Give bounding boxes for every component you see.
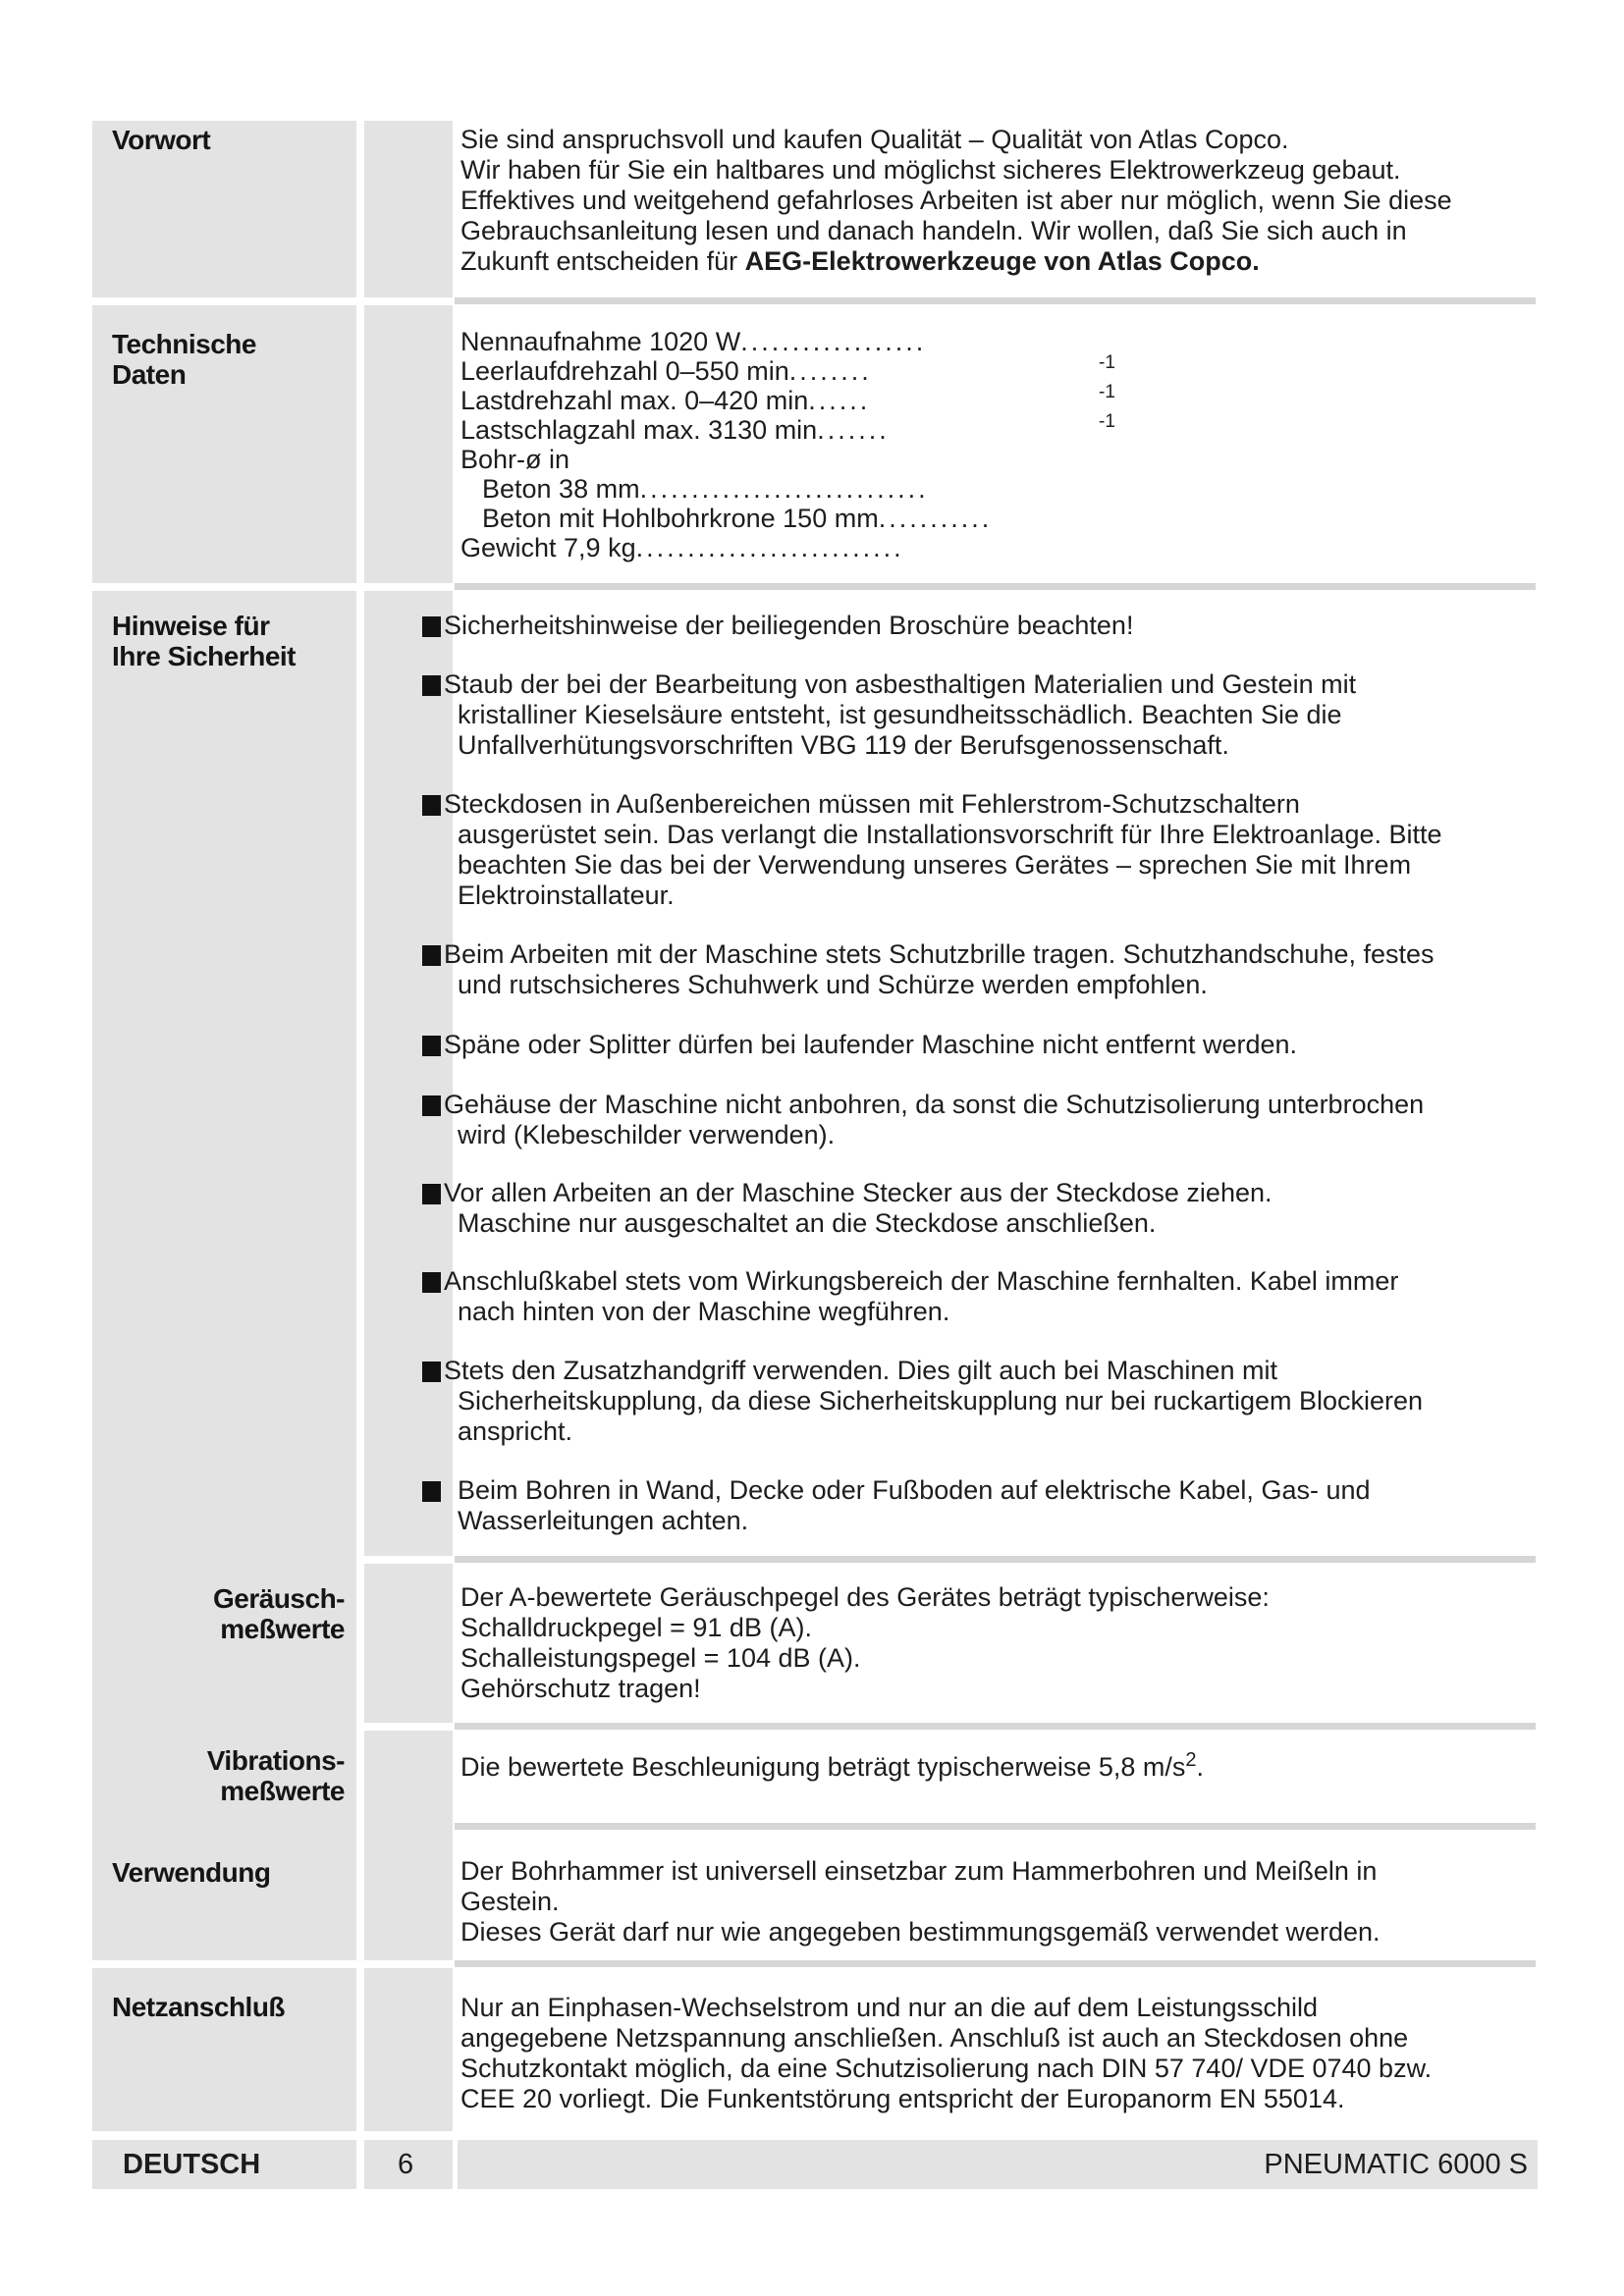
spec-dots: .......................... — [635, 533, 904, 562]
bullet-continuation: beachten Sie das bei der Verwendung unseres Gerätes – sprechen Sie mit Ihrem — [458, 850, 1412, 880]
spec-row — [460, 533, 1541, 562]
spec-row — [460, 445, 1541, 474]
bullet-continuation: und rutschsicheres Schuhwerk und Schürze werden empfohlen. — [458, 970, 1208, 999]
vorwort-narrow-box — [364, 121, 453, 297]
bullet-text: Gehäuse der Maschine nicht anbohren, da sonst die Schutzisolierung unterbrochen — [444, 1090, 1425, 1119]
label-line: Technische — [112, 329, 256, 359]
verwendung-line: Gestein. — [460, 1887, 560, 1916]
spec-row — [460, 474, 1541, 504]
spec-dots: ............................ — [639, 474, 929, 504]
netzanschluss-line: angegebene Netzspannung anschließen. Anschluß ist auch an Steckdosen ohne — [460, 2023, 1409, 2053]
bullet-text: Vor allen Arbeiten an der Maschine Stecker aus der Steckdose ziehen. — [444, 1178, 1272, 1207]
page-number: 6 — [398, 2149, 414, 2180]
bullet-continuation: Sicherheitskupplung, da diese Sicherheitskupplung nur bei ruckartigem Blockieren — [458, 1386, 1424, 1415]
vorwort-text — [460, 125, 1560, 277]
spec-dots: ....... — [817, 415, 890, 445]
sicherheit-label-box — [92, 591, 356, 1556]
spec-exponent: -1 — [1099, 352, 1115, 373]
brand-highlight: AEG-Elektrowerkzeuge von Atlas Copco. — [744, 246, 1260, 276]
spec-text: Lastdrehzahl max. 0–420 min — [460, 386, 809, 415]
vorwort-label-box — [92, 121, 356, 297]
spec-text: Gewicht 7,9 kg — [460, 533, 636, 562]
vorwort-line: Wir haben für Sie ein haltbares und möglichst sicheres Elektrowerkzeug gebaut. — [460, 155, 1401, 185]
bullet-text: Anschlußkabel stets vom Wirkungsbereich der Maschine fernhalten. Kabel immer — [444, 1266, 1399, 1296]
bullet-square-icon — [422, 616, 441, 637]
bullet-continuation: Unfallverhütungsvorschriften VBG 119 der Berufsgenossenschaft. — [458, 730, 1229, 760]
spec-row — [460, 327, 1541, 356]
bullet-text: Stets den Zusatzhandgriff verwenden. Dies gilt auch bei Maschinen mit — [444, 1356, 1277, 1385]
bullet-body — [420, 1356, 1559, 1447]
bullet-square-icon — [422, 945, 441, 966]
bullet-continuation: kristalliner Kieselsäure entsteht, ist gesundheitsschädlich. Beachten Sie die — [458, 700, 1342, 729]
label-line: Hinweise für — [112, 611, 270, 641]
section-divider — [455, 1960, 1536, 1967]
vibration-label — [207, 1745, 345, 1806]
bullet-text: Staub der bei der Bearbeitung von asbesthaltigen Materialien und Gestein mit — [444, 669, 1357, 699]
geraeusch-line: Der A-bewertete Geräuschpegel des Gerätes beträgt typischerweise: — [460, 1582, 1270, 1612]
safety-bullet — [420, 669, 1559, 761]
bullet-text: Späne oder Splitter dürfen bei laufender Maschine nicht entfernt werden. — [444, 1030, 1298, 1059]
vorwort-line — [460, 246, 1560, 277]
spec-text: Lastschlagzahl max. 3130 min — [460, 415, 818, 445]
vibration-line — [460, 1745, 1541, 1783]
vibration-suffix: . — [1196, 1752, 1205, 1782]
spec-text: Leerlaufdrehzahl 0–550 min — [460, 356, 789, 386]
bullet-square-icon — [422, 1184, 441, 1204]
section-divider — [455, 297, 1536, 304]
geraeusch-text — [460, 1582, 1541, 1704]
bullet-text: Sicherheitshinweise der beiliegenden Broschüre beachten! — [444, 611, 1134, 640]
safety-bullet — [420, 1030, 1559, 1060]
spec-text: Beton 38 mm — [482, 474, 640, 504]
safety-bullet — [420, 611, 1559, 641]
label-line: meßwerte — [220, 1776, 345, 1806]
bullet-continuation: Elektroinstallateur. — [458, 881, 675, 910]
spec-row — [460, 504, 1541, 533]
spec-dots: ........... — [878, 504, 993, 533]
bullet-body — [420, 789, 1559, 911]
bullet-text: Steckdosen in Außenbereichen müssen mit Fehlerstrom-Schutzschaltern — [444, 789, 1300, 819]
technische-daten-label-box — [92, 305, 356, 583]
bullet-body — [420, 939, 1559, 1000]
bullet-square-icon — [422, 795, 441, 816]
vibration-narrow-box — [364, 1731, 453, 1831]
section-divider — [455, 1723, 1536, 1730]
vorwort-line: Sie sind anspruchsvoll und kaufen Qualität – Qualität von Atlas Copco. — [460, 125, 1289, 154]
safety-bullet — [420, 939, 1559, 1000]
verwendung-narrow-box — [364, 1831, 453, 1960]
netzanschluss-line: Nur an Einphasen-Wechselstrom und nur an die auf dem Leistungsschild — [460, 1993, 1318, 2022]
bullet-square-icon — [422, 1036, 441, 1056]
spec-text: Beton mit Hohlbohrkrone 150 mm — [482, 504, 879, 533]
bullet-continuation: Maschine nur ausgeschaltet an die Steckdose anschließen. — [458, 1208, 1157, 1238]
footer-language: DEUTSCH — [123, 2149, 261, 2180]
bullet-continuation: nach hinten von der Maschine wegführen. — [458, 1297, 950, 1326]
safety-bullet — [420, 1266, 1559, 1327]
spec-text: Nennaufnahme 1020 W — [460, 327, 741, 356]
bullet-body — [420, 669, 1559, 761]
bullet-continuation: Wasserleitungen achten. — [458, 1506, 749, 1535]
spec-dots: ........ — [788, 356, 872, 386]
spec-text: Bohr-ø in — [460, 445, 570, 474]
sicherheit-label — [112, 611, 296, 671]
bullet-body — [420, 1090, 1559, 1150]
netzanschluss-line: Schutzkontakt möglich, da eine Schutzisolierung nach DIN 57 740/ VDE 0740 bzw. — [460, 2054, 1433, 2083]
verwendung-label-box — [92, 1831, 356, 1960]
safety-bullet — [420, 1178, 1559, 1239]
bullet-continuation: ausgerüstet sein. Das verlangt die Installationsvorschrift für Ihre Elektroanlage. Bitte — [458, 820, 1442, 849]
vorwort-line: Gebrauchsanleitung lesen und danach handeln. Wir wollen, daß Sie sich auch in — [460, 216, 1407, 245]
section-divider — [455, 1556, 1536, 1563]
footer-language-box — [92, 2140, 356, 2189]
geraeusch-line: Gehörschutz tragen! — [460, 1674, 701, 1703]
vibration-label-box — [92, 1723, 356, 1831]
bullet-continuation: wird (Klebeschilder verwenden). — [458, 1120, 836, 1149]
vibration-value: Die bewertete Beschleunigung beträgt typischerweise 5,8 m/s — [460, 1752, 1186, 1782]
spec-dots: .................. — [740, 327, 927, 356]
bullet-square-icon — [422, 675, 441, 696]
bullet-square-icon — [422, 1272, 441, 1293]
spec-list — [460, 327, 1541, 562]
footer-model: PNEUMATIC 6000 S — [1264, 2149, 1528, 2180]
label-line: Daten — [112, 359, 187, 390]
section-divider — [455, 1823, 1536, 1830]
spec-row — [460, 411, 1541, 445]
bullet-body — [420, 1475, 1559, 1536]
spec-row — [460, 352, 1541, 386]
geraeusch-narrow-box — [364, 1564, 453, 1723]
verwendung-text — [460, 1856, 1541, 1948]
label-line: Vibrations- — [206, 1745, 345, 1776]
label-line: meßwerte — [220, 1614, 345, 1644]
bullet-text: Beim Bohren in Wand, Decke oder Fußboden auf elektrische Kabel, Gas- und — [458, 1475, 1371, 1505]
geraeusch-label-box — [92, 1556, 356, 1723]
geraeusch-label — [213, 1583, 345, 1644]
footer-model-box — [458, 2140, 1538, 2189]
technische-daten-label — [112, 329, 256, 390]
section-divider — [455, 583, 1536, 590]
netzanschluss-line: CEE 20 vorliegt. Die Funkentstörung entspricht der Europanorm EN 55014. — [460, 2084, 1345, 2113]
spec-exponent: -1 — [1099, 382, 1115, 402]
spec-dots: ...... — [808, 386, 871, 415]
netzanschluss-label: Netzanschluß — [112, 1992, 286, 2022]
vibration-exponent: 2 — [1185, 1749, 1197, 1771]
vibration-text — [460, 1745, 1541, 1783]
bullet-body — [420, 1266, 1559, 1327]
safety-bullet — [420, 789, 1559, 911]
verwendung-label: Verwendung — [112, 1857, 271, 1888]
spec-exponent: -1 — [1099, 411, 1115, 432]
vorwort-line: Effektives und weitgehend gefahrloses Arbeiten ist aber nur möglich, wenn Sie diese — [460, 186, 1452, 215]
technische-daten-narrow-box — [364, 305, 453, 583]
bullet-square-icon — [422, 1481, 441, 1502]
vorwort-line-prefix: Zukunft entscheiden für — [460, 246, 745, 276]
label-line: Geräusch- — [213, 1583, 345, 1614]
bullet-square-icon — [422, 1095, 441, 1116]
geraeusch-line: Schalleistungspegel = 104 dB (A). — [460, 1643, 861, 1673]
vorwort-label: Vorwort — [112, 125, 211, 155]
safety-bullet — [420, 1356, 1559, 1447]
bullet-text: Beim Arbeiten mit der Maschine stets Schutzbrille tragen. Schutzhandschuhe, festes — [444, 939, 1435, 969]
safety-bullet — [420, 1090, 1559, 1150]
geraeusch-line: Schalldruckpegel = 91 dB (A). — [460, 1613, 812, 1642]
netzanschluss-text — [460, 1993, 1550, 2114]
verwendung-line: Dieses Gerät darf nur wie angegeben bestimmungsgemäß verwendet werden. — [460, 1917, 1380, 1947]
spec-row — [460, 382, 1541, 415]
bullet-square-icon — [422, 1362, 441, 1382]
label-line: Ihre Sicherheit — [112, 641, 297, 671]
netzanschluss-label-box — [92, 1968, 356, 2131]
verwendung-line: Der Bohrhammer ist universell einsetzbar zum Hammerbohren und Meißeln in — [460, 1856, 1378, 1886]
footer-page-box — [364, 2140, 453, 2189]
netzanschluss-narrow-box — [364, 1968, 453, 2131]
bullet-body — [420, 1178, 1559, 1239]
bullet-continuation: anspricht. — [458, 1416, 573, 1446]
safety-bullet — [420, 1475, 1559, 1536]
